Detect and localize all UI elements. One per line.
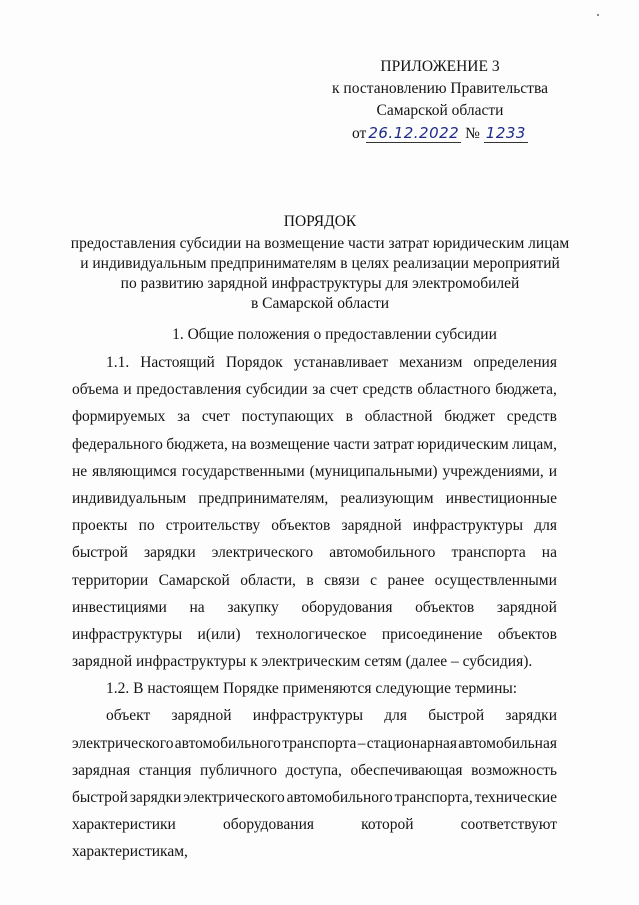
decree-number: 1233	[485, 124, 526, 142]
paragraph-line: быстрой зарядки электрического автомобильного транспорта на	[72, 544, 557, 562]
number-prefix: №	[465, 125, 480, 142]
appendix-header	[330, 56, 550, 145]
date-prefix: от	[352, 125, 367, 142]
title-line: предоставления субсидии на возмещение части затрат юридическим лицам	[70, 235, 570, 252]
paragraph-line: формируемых за счет поступающих в областной бюджет средств	[72, 408, 557, 426]
paragraph-line: объема и предоставления субсидии за счет средств областного бюджета,	[72, 381, 557, 399]
appendix-label: ПРИЛОЖЕНИЕ 3	[380, 58, 500, 75]
title-line: по развитию зарядной инфраструктуры для электромобилей	[120, 275, 520, 292]
paragraph-line: 1.1. Настоящий Порядок устанавливает механизм определения	[106, 354, 557, 371]
paragraph-line: электрического автомобильного транспорта – стационарная автомобильная	[72, 734, 557, 752]
decree-date: 26.12.2022	[368, 124, 460, 142]
document-title	[60, 212, 580, 314]
paragraph-line: инвестициями на закупку оборудования объектов зарядной	[72, 598, 557, 616]
paragraph-line: зарядной инфраструктуры к электрическим сетям (далее – субсидия).	[72, 653, 533, 671]
paragraph-line: характеристикам,	[72, 843, 188, 861]
paragraph-line: территории Самарской области, в связи с ранее осуществленными	[72, 571, 557, 589]
paragraph-line: зарядная станция публичного доступа, обеспечивающая возможность	[72, 761, 557, 779]
scan-speck	[597, 14, 599, 16]
decree-line-1: к постановлению Правительства	[332, 80, 548, 97]
title-line: и индивидуальным предпринимателям в целях реализации мероприятий	[80, 255, 560, 272]
paragraph-line: быстрой зарядки электрического автомобильного транспорта, технические	[72, 789, 557, 806]
paragraph-line: индивидуальным предпринимателям, реализующим инвестиционные	[72, 489, 557, 507]
paragraph-line: характеристики оборудования которой соответствуют	[72, 816, 557, 834]
paragraph-line: объект зарядной инфраструктуры для быстрой зарядки	[106, 707, 557, 725]
section-heading: 1. Общие положения о предоставлении субсидии	[172, 326, 497, 343]
paragraph-line: не являющимся государственными (муниципальными) учреждениями, и	[72, 462, 557, 480]
paragraph-line: федерального бюджета, на возмещение части затрат юридическим лицам,	[72, 435, 557, 453]
paragraph-line: проекты по строительству объектов зарядной инфраструктуры для	[72, 517, 557, 535]
paragraph-line: 1.2. В настоящем Порядке применяются следующие термины:	[106, 680, 518, 698]
paragraph-line: инфраструктуры и(или) технологическое присоединение объектов	[72, 625, 557, 643]
body-text	[72, 349, 557, 866]
decree-reference	[330, 122, 550, 145]
title-line: в Самарской области	[250, 295, 390, 312]
title-main: ПОРЯДОК	[283, 213, 357, 230]
decree-line-2: Самарской области	[376, 102, 504, 119]
